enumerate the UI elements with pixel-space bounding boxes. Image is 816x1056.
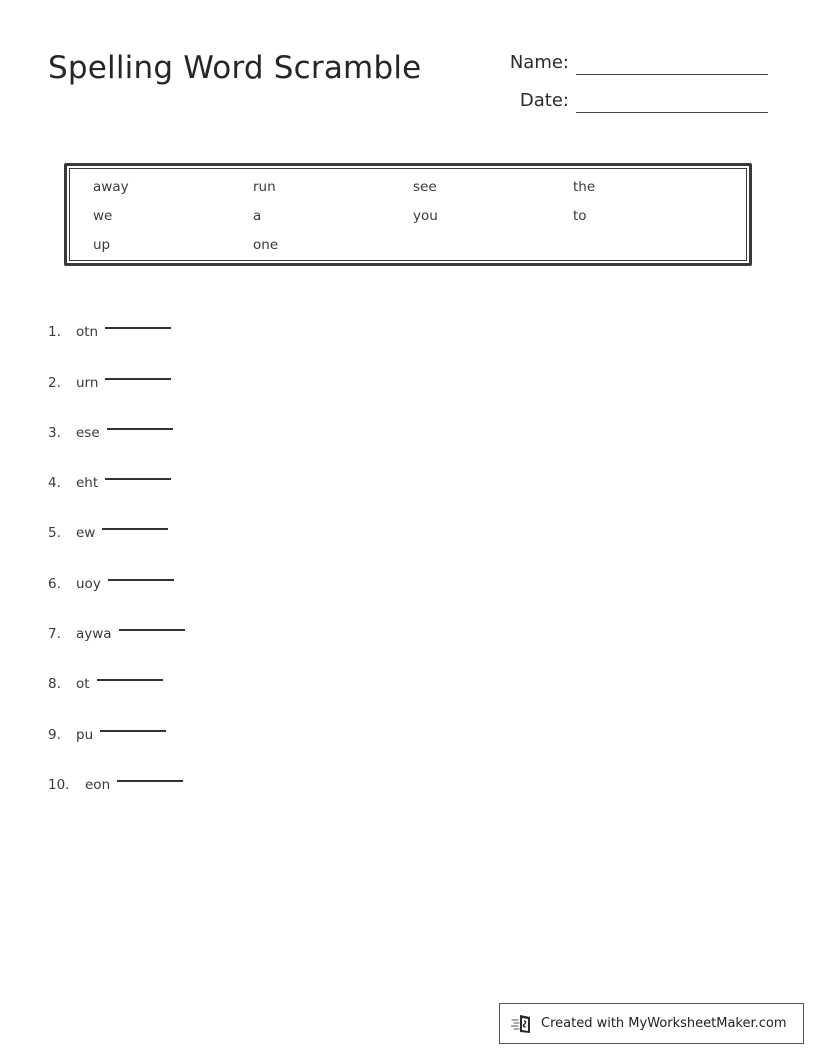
word-bank-word: away	[93, 179, 129, 195]
word-bank-word: you	[413, 208, 438, 224]
word-bank-word: see	[413, 179, 437, 195]
problem-number: 7.	[48, 626, 61, 643]
scrambled-word: otn	[76, 324, 99, 341]
answer-blank[interactable]	[107, 428, 173, 430]
answer-blank[interactable]	[102, 528, 168, 530]
scrambled-word: ot	[76, 676, 90, 693]
answer-blank[interactable]	[100, 730, 166, 732]
word-bank-word	[413, 234, 573, 263]
name-label: Name:	[509, 52, 569, 73]
word-bank-word: up	[93, 237, 111, 253]
problem-number: 9.	[48, 726, 61, 743]
scrambled-word: urn	[76, 374, 99, 391]
worksheet-maker-logo-icon	[511, 1013, 535, 1035]
problem-item	[48, 293, 185, 343]
problem-item	[48, 645, 185, 695]
answer-blank[interactable]	[105, 378, 171, 380]
problem-number: 10.	[48, 776, 70, 793]
word-bank-word: we	[93, 208, 113, 224]
date-row	[499, 88, 768, 114]
problem-number: 6.	[48, 575, 61, 592]
problem-number: 3.	[48, 424, 61, 441]
word-bank-box	[64, 163, 752, 266]
problem-list	[48, 293, 185, 796]
name-row	[499, 50, 768, 76]
scrambled-word: eht	[76, 475, 99, 492]
scrambled-word: ese	[76, 424, 100, 441]
word-bank-grid	[93, 176, 733, 263]
problem-item	[48, 695, 185, 745]
footer-credit-text: Created with MyWorksheetMaker.com	[541, 1016, 787, 1031]
date-field-line[interactable]	[576, 112, 768, 113]
scrambled-word: uoy	[76, 575, 101, 592]
name-field-line[interactable]	[576, 74, 768, 75]
scrambled-word: ew	[76, 525, 96, 542]
problem-number: 8.	[48, 676, 61, 693]
word-bank-word: one	[253, 237, 279, 253]
problem-item	[48, 544, 185, 594]
problem-item	[48, 494, 185, 544]
problem-number: 2.	[48, 374, 61, 391]
answer-blank[interactable]	[119, 629, 185, 631]
problem-item	[48, 394, 185, 444]
problem-item	[48, 746, 185, 796]
answer-blank[interactable]	[105, 478, 171, 480]
word-bank-word	[573, 234, 733, 263]
problem-item	[48, 343, 185, 393]
answer-blank[interactable]	[97, 679, 163, 681]
problem-number: 5.	[48, 525, 61, 542]
problem-number: 1.	[48, 324, 61, 341]
word-bank-word: a	[253, 208, 262, 224]
answer-blank[interactable]	[117, 780, 183, 782]
answer-blank[interactable]	[105, 327, 171, 329]
word-bank-word: the	[573, 179, 596, 195]
date-label: Date:	[519, 90, 569, 111]
word-bank-word: run	[253, 179, 276, 195]
footer-badge[interactable]	[499, 1003, 804, 1044]
word-bank-word: to	[573, 208, 587, 224]
page-title: Spelling Word Scramble	[48, 50, 422, 86]
scrambled-word: pu	[76, 726, 94, 743]
scrambled-word: aywa	[76, 626, 112, 643]
scrambled-word: eon	[85, 776, 111, 793]
problem-item	[48, 595, 185, 645]
answer-blank[interactable]	[108, 579, 174, 581]
problem-number: 4.	[48, 475, 61, 492]
problem-item	[48, 444, 185, 494]
